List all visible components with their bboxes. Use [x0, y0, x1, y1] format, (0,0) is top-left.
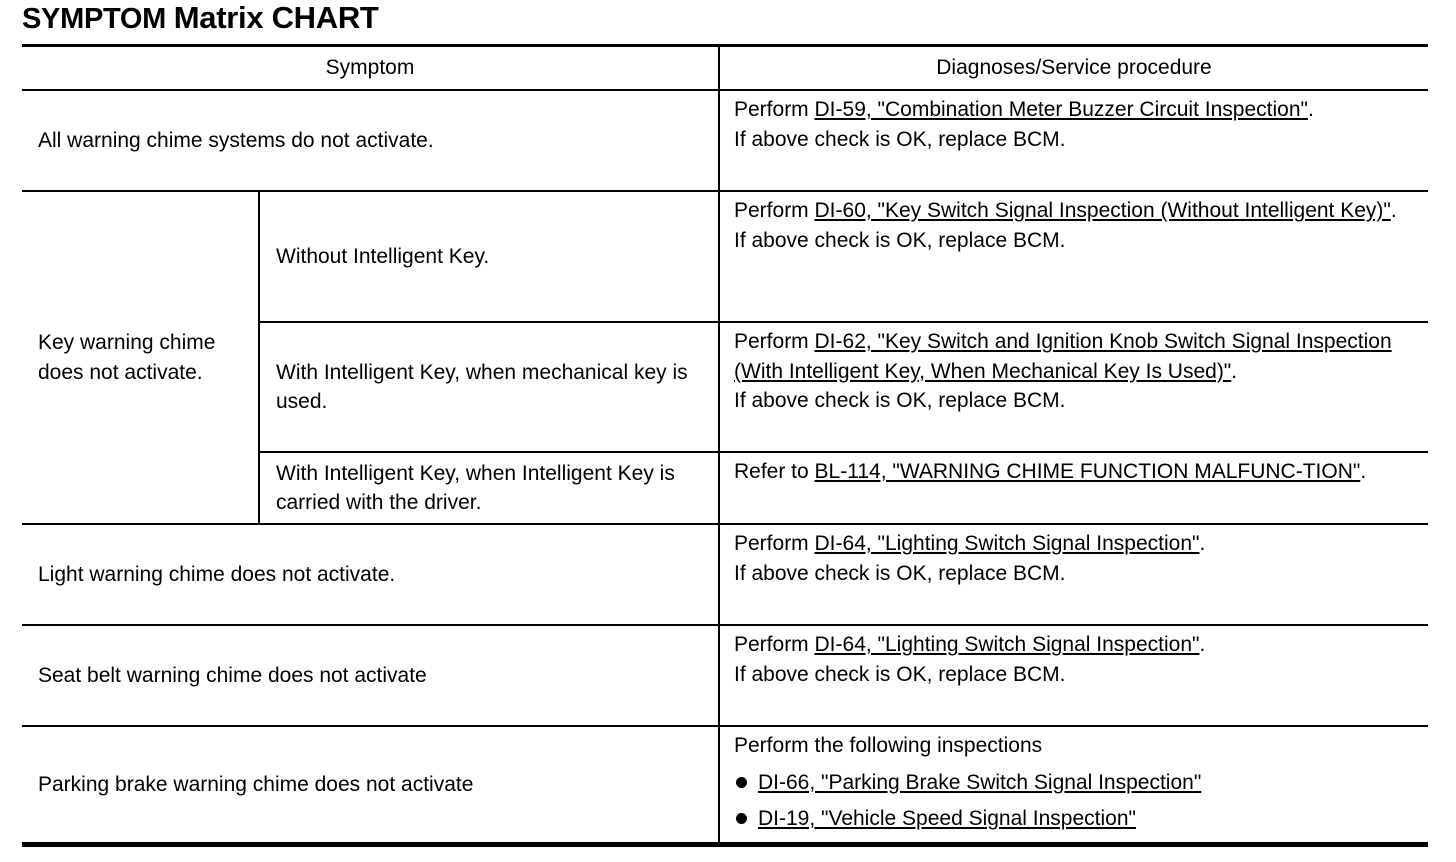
diagnosis-cell	[719, 322, 1428, 452]
table-row	[22, 625, 1428, 726]
diagnosis-suffix: .	[1199, 532, 1206, 555]
bullet-icon	[736, 777, 747, 788]
title-part1: SYMPTOM	[22, 3, 166, 35]
procedure-link[interactable]: DI-60, "Key Switch Signal Inspection (Without Intelligent Key)"	[814, 199, 1391, 222]
diagnosis-note: If above check is OK, replace BCM.	[734, 389, 1066, 412]
bullet-item	[734, 804, 1420, 834]
table-row	[22, 524, 1428, 625]
diagnosis-prefix: Refer to	[734, 460, 815, 483]
procedure-link[interactable]: DI-59, "Combination Meter Buzzer Circuit Inspection"	[814, 98, 1308, 121]
diagnosis-suffix: .	[1199, 633, 1206, 656]
diagnosis-suffix: .	[1307, 98, 1314, 121]
procedure-link[interactable]: DI-66, "Parking Brake Switch Signal Inspection"	[758, 770, 1202, 794]
procedure-link[interactable]: DI-64, "Lighting Switch Signal Inspection"	[814, 633, 1200, 656]
diagnosis-cell	[719, 726, 1428, 844]
diagnosis-suffix: .	[1360, 460, 1367, 483]
header-symptom: Symptom	[22, 46, 719, 91]
diagnosis-cell	[719, 191, 1428, 322]
page-title	[22, 0, 379, 37]
diagnosis-cell	[719, 90, 1428, 191]
symptom-cell: Seat belt warning chime does not activate	[22, 625, 719, 726]
bullet-icon	[736, 813, 747, 824]
diagnosis-cell	[719, 452, 1428, 524]
symptom-cell: Parking brake warning chime does not activate	[22, 726, 719, 844]
diagnosis-note: If above check is OK, replace BCM.	[734, 662, 1066, 686]
diagnosis-prefix: Perform	[734, 633, 815, 656]
procedure-link[interactable]: BL-114, "WARNING CHIME FUNCTION MALFUNC-TION"	[814, 460, 1361, 483]
sub-symptom-cell: With Intelligent Key, when Intelligent Key is carried with the driver.	[259, 452, 719, 524]
diagnosis-suffix: .	[1231, 359, 1238, 383]
table-header-row	[22, 46, 1428, 91]
symptom-cell: Light warning chime does not activate.	[22, 524, 719, 625]
procedure-link[interactable]: DI-62, "Key Switch and Ignition Knob Switch Signal Inspection (With Intelligent Key, When Mechanical Key Is Used)"	[734, 330, 1392, 383]
diagnosis-cell	[719, 524, 1428, 625]
bullet-item	[734, 768, 1420, 798]
procedure-link[interactable]: DI-19, "Vehicle Speed Signal Inspection"	[758, 807, 1136, 830]
diagnosis-intro: Perform the following inspections	[734, 734, 1043, 757]
diagnosis-cell	[719, 625, 1428, 726]
sub-symptom-cell: With Intelligent Key, when mechanical key is used.	[259, 322, 719, 452]
diagnosis-note: If above check is OK, replace BCM.	[734, 228, 1066, 252]
table-row	[22, 90, 1428, 191]
diagnosis-prefix: Perform	[734, 199, 815, 222]
table-row	[22, 726, 1428, 844]
diagnosis-prefix: Perform	[734, 330, 815, 353]
symptom-cell: All warning chime systems do not activate.	[22, 90, 719, 191]
table-row	[22, 191, 1428, 322]
header-diagnoses: Diagnoses/Service procedure	[719, 46, 1428, 91]
diagnosis-prefix: Perform	[734, 98, 815, 121]
symptom-matrix-table	[22, 44, 1428, 847]
group-symptom-cell: Key warning chime does not activate.	[22, 191, 259, 524]
diagnosis-note: If above check is OK, replace BCM.	[734, 561, 1066, 585]
diagnosis-suffix: .	[1390, 199, 1397, 222]
sub-symptom-cell: Without Intelligent Key.	[259, 191, 719, 322]
procedure-link[interactable]: DI-64, "Lighting Switch Signal Inspection"	[814, 532, 1200, 555]
diagnosis-note: If above check is OK, replace BCM.	[734, 127, 1066, 151]
title-part2: Matrix CHART	[173, 0, 379, 35]
diagnosis-prefix: Perform	[734, 532, 815, 555]
